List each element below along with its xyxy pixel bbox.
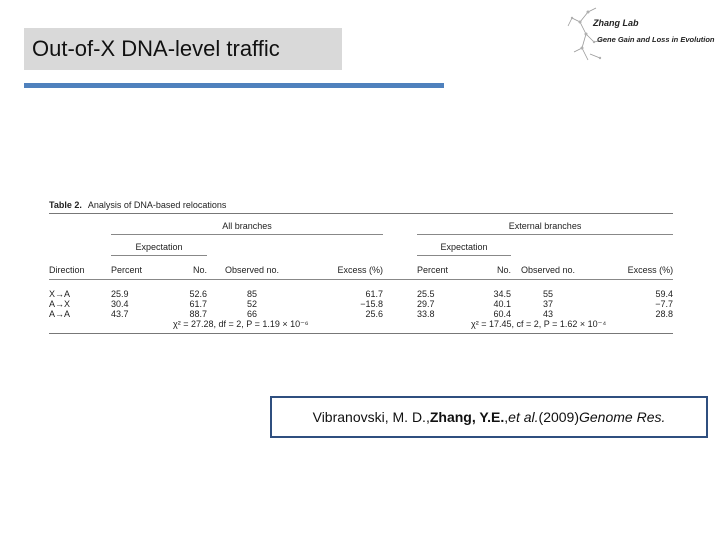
col-no-ext: No. [471, 256, 511, 280]
cell-percent: 29.7 [417, 299, 435, 309]
citation-highlight-author: Zhang, Y.E. [429, 409, 505, 425]
cell-observed: 52 [246, 299, 257, 309]
col-direction: Direction [49, 256, 111, 280]
logo-subtitle: Gene Gain and Loss in Evolution [597, 35, 715, 44]
cell-observed: 55 [543, 289, 554, 299]
table-row [49, 309, 673, 319]
table-caption-text: Analysis of DNA-based relocations [87, 200, 227, 210]
citation-journal: Genome Res. [579, 409, 666, 425]
cell-no: 52.6 [189, 289, 207, 299]
col-excess-ext: Excess (%) [585, 256, 673, 280]
cell-no: 61.7 [189, 299, 207, 309]
table-row [49, 299, 673, 309]
col-percent-ext: Percent [417, 256, 471, 280]
cell-no: 60.4 [493, 309, 512, 319]
chi-square-external: χ² = 17.45, cf = 2, P = 1.62 × 10⁻⁴ [417, 319, 673, 334]
cell-observed: 43 [543, 309, 554, 319]
citation-separator: , [504, 409, 509, 425]
cell-percent: 25.5 [417, 289, 435, 299]
col-no-all: No. [167, 256, 207, 280]
cell-observed: 85 [246, 289, 257, 299]
slide-title: Out-of-X DNA-level traffic [32, 36, 280, 61]
cell-excess: −7.7 [655, 299, 674, 309]
group-external-branches: External branches [417, 214, 673, 235]
col-excess-all: Excess (%) [297, 256, 383, 280]
col-observed-all: Observed no. [207, 256, 297, 280]
expectation-all: Expectation [111, 235, 207, 256]
cell-percent: 30.4 [111, 299, 129, 309]
cell-direction: X→A [49, 289, 71, 299]
cell-direction: A→X [49, 299, 71, 309]
cell-excess: −15.8 [360, 299, 384, 309]
col-percent-all: Percent [111, 256, 167, 280]
title-underline [24, 83, 444, 88]
expectation-external: Expectation [417, 235, 511, 256]
cell-direction: A→A [49, 309, 71, 319]
table-label: Table 2. [49, 200, 82, 210]
chi-square-all: χ² = 27.28, df = 2, P = 1.19 × 10⁻⁶ [111, 319, 383, 334]
citation-etal: et al. [508, 409, 539, 425]
col-observed-ext: Observed no. [511, 256, 585, 280]
cell-observed: 66 [246, 309, 257, 319]
citation-authors: Vibranovski, M. D., [312, 409, 430, 425]
citation-box [270, 396, 708, 438]
cell-excess: 28.8 [655, 309, 674, 319]
cell-excess: 61.7 [365, 289, 384, 299]
cell-percent: 43.7 [111, 309, 129, 319]
cell-excess: 25.6 [365, 309, 384, 319]
group-all-branches: All branches [111, 214, 383, 235]
cell-no: 40.1 [493, 299, 512, 309]
cell-percent: 25.9 [111, 289, 129, 299]
tree-icon [560, 4, 720, 64]
cell-observed: 37 [543, 299, 554, 309]
logo-title: Zhang Lab [593, 18, 639, 28]
cell-no: 88.7 [189, 309, 207, 319]
relocation-table [49, 200, 673, 334]
cell-no: 34.5 [493, 289, 512, 299]
cell-percent: 33.8 [417, 309, 435, 319]
cell-excess: 59.4 [655, 289, 674, 299]
table-row [49, 280, 673, 300]
slide-title-box [24, 28, 342, 70]
citation-year: (2009) [538, 409, 579, 425]
table-caption [49, 200, 673, 214]
lab-logo [560, 4, 720, 64]
